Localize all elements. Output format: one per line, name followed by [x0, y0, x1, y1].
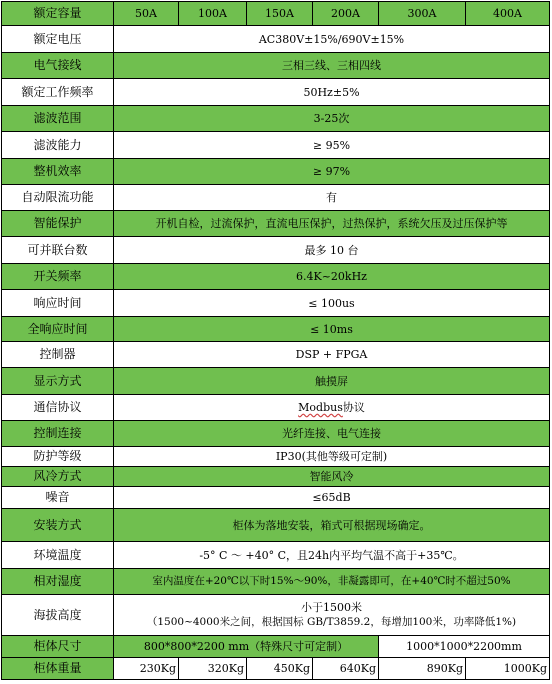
- capacity-50a: 50A: [114, 2, 179, 26]
- label-response-time: 响应时间: [2, 290, 114, 317]
- value-ambient-temp: -5° C ～ +40° C，且24h内平均气温不高于+35℃。: [114, 542, 550, 569]
- row-ambient-temp: [2, 542, 550, 569]
- value-cabinet-size-small: 800*800*2200 mm（特殊尺寸可定制）: [114, 636, 379, 658]
- weight-50a: 230Kg: [114, 658, 179, 680]
- row-filter-capability: [2, 132, 550, 159]
- label-cabinet-size: 柜体尺寸: [2, 636, 114, 658]
- row-switch-freq: [2, 264, 550, 290]
- capacity-200a: 200A: [313, 2, 379, 26]
- label-controller: 控制器: [2, 342, 114, 368]
- row-current-limit: [2, 185, 550, 211]
- value-filter-capability: ≥ 95%: [114, 132, 550, 159]
- row-cabinet-size: [2, 636, 550, 658]
- row-installation: [2, 509, 550, 542]
- row-rated-voltage: [2, 26, 550, 53]
- value-controller: DSP + FPGA: [114, 342, 550, 368]
- value-response-time: ≤ 100us: [114, 290, 550, 317]
- value-rated-voltage: AC380V±15%/690V±15%: [114, 26, 550, 53]
- weight-400a: 1000Kg: [466, 658, 550, 680]
- row-frequency: [2, 79, 550, 106]
- value-efficiency: ≥ 97%: [114, 159, 550, 185]
- weight-100a: 320Kg: [179, 658, 247, 680]
- label-rated-capacity: 额定容量: [2, 2, 114, 26]
- label-humidity: 相对湿度: [2, 569, 114, 595]
- row-parallel: [2, 237, 550, 264]
- value-parallel: 最多 10 台: [114, 237, 550, 264]
- weight-200a: 640Kg: [313, 658, 379, 680]
- value-ip-rating: IP30(其他等级可定制): [114, 447, 550, 467]
- label-control-connection: 控制连接: [2, 421, 114, 447]
- value-noise: ≤65dB: [114, 487, 550, 509]
- spec-table: [1, 1, 550, 680]
- label-altitude: 海拔高度: [2, 595, 114, 636]
- capacity-100a: 100A: [179, 2, 247, 26]
- row-altitude: [2, 595, 550, 636]
- label-parallel: 可并联台数: [2, 237, 114, 264]
- value-cooling: 智能风冷: [114, 467, 550, 487]
- row-response-time: [2, 290, 550, 317]
- row-filter-range: [2, 106, 550, 132]
- row-ip-rating: [2, 447, 550, 467]
- label-current-limit: 自动限流功能: [2, 185, 114, 211]
- value-filter-range: 3-25次: [114, 106, 550, 132]
- altitude-main: 小于1500米: [301, 601, 362, 614]
- row-cooling: [2, 467, 550, 487]
- protocol-suffix: 协议: [342, 401, 365, 414]
- capacity-400a: 400A: [466, 2, 550, 26]
- value-protocol: [114, 395, 550, 421]
- row-humidity: [2, 569, 550, 595]
- value-altitude: [114, 595, 550, 636]
- value-installation: 柜体为落地安装，箱式可根据现场确定。: [114, 509, 550, 542]
- label-protocol: 通信协议: [2, 395, 114, 421]
- row-noise: [2, 487, 550, 509]
- label-frequency: 额定工作频率: [2, 79, 114, 106]
- value-switch-freq: 6.4K~20kHz: [114, 264, 550, 290]
- label-installation: 安装方式: [2, 509, 114, 542]
- row-controller: [2, 342, 550, 368]
- label-display: 显示方式: [2, 368, 114, 395]
- label-full-response: 全响应时间: [2, 317, 114, 342]
- capacity-300a: 300A: [379, 2, 466, 26]
- row-display: [2, 368, 550, 395]
- value-wiring: 三相三线、三相四线: [114, 53, 550, 79]
- row-full-response: [2, 317, 550, 342]
- label-efficiency: 整机效率: [2, 159, 114, 185]
- row-rated-capacity: [2, 2, 550, 26]
- row-cabinet-weight: [2, 658, 550, 680]
- value-cabinet-size-large: 1000*1000*2200mm: [379, 636, 550, 658]
- capacity-150a: 150A: [247, 2, 313, 26]
- protocol-name: Modbus: [298, 401, 343, 414]
- value-protection: 开机自检，过流保护，直流电压保护，过热保护，系统欠压及过压保护等: [114, 211, 550, 237]
- weight-150a: 450Kg: [247, 658, 313, 680]
- value-current-limit: 有: [114, 185, 550, 211]
- row-wiring: [2, 53, 550, 79]
- label-switch-freq: 开关频率: [2, 264, 114, 290]
- label-protection: 智能保护: [2, 211, 114, 237]
- value-display: 触摸屏: [114, 368, 550, 395]
- label-wiring: 电气接线: [2, 53, 114, 79]
- row-control-connection: [2, 421, 550, 447]
- altitude-note: （1500~4000米之间，根据国标 GB/T3859.2，每增加100米，功率降低1%): [146, 616, 517, 628]
- value-frequency: 50Hz±5%: [114, 79, 550, 106]
- label-rated-voltage: 额定电压: [2, 26, 114, 53]
- row-efficiency: [2, 159, 550, 185]
- row-protection: [2, 211, 550, 237]
- row-protocol: [2, 395, 550, 421]
- weight-300a: 890Kg: [379, 658, 466, 680]
- label-cabinet-weight: 柜体重量: [2, 658, 114, 680]
- label-filter-range: 滤波范围: [2, 106, 114, 132]
- label-noise: 噪音: [2, 487, 114, 509]
- value-control-connection: 光纤连接、电气连接: [114, 421, 550, 447]
- label-ambient-temp: 环境温度: [2, 542, 114, 569]
- label-cooling: 风冷方式: [2, 467, 114, 487]
- value-full-response: ≤ 10ms: [114, 317, 550, 342]
- value-humidity: 室内温度在+20℃以下时15%～90%，非凝露即可，在+40℃时不超过50%: [114, 569, 550, 595]
- label-ip-rating: 防护等级: [2, 447, 114, 467]
- label-filter-capability: 滤波能力: [2, 132, 114, 159]
